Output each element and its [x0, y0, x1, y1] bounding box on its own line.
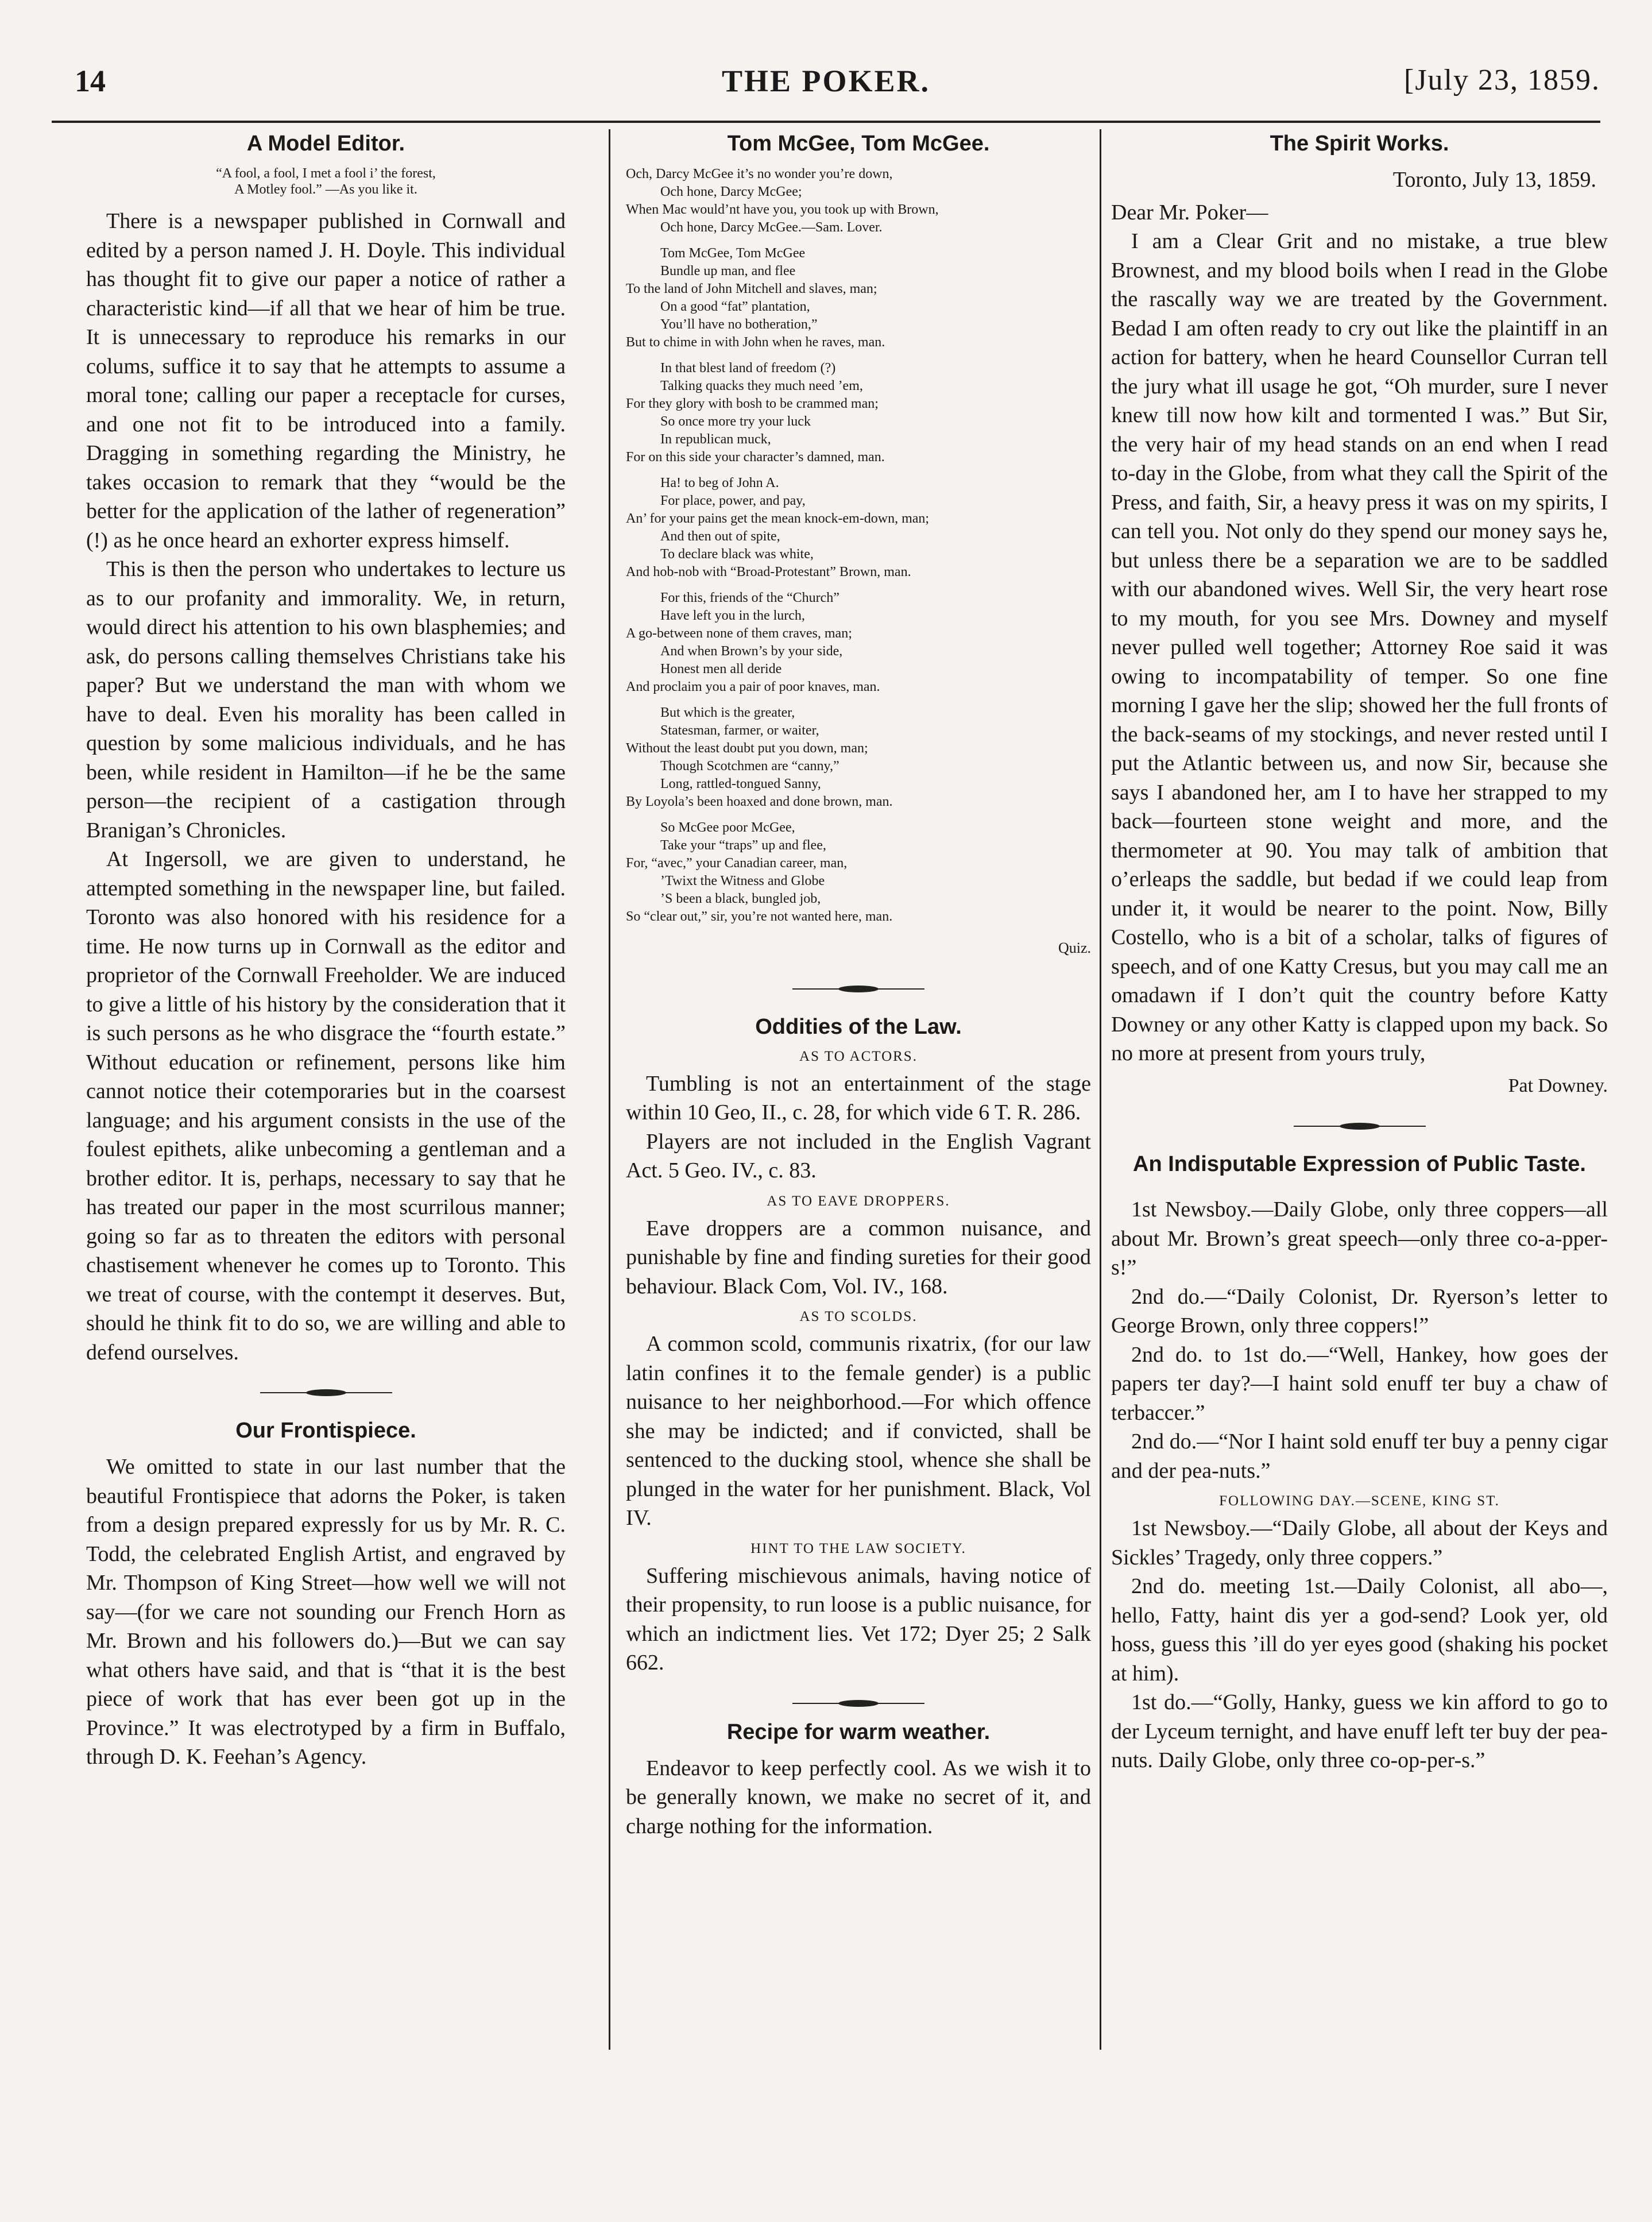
- verse-line: For place, power, and pay,: [660, 493, 806, 508]
- paragraph: Eave droppers are a common nuisance, and punishable by fine and finding sureties for their good behaviour. Black Com, Vol. IV., 168.: [626, 1216, 1091, 1299]
- paragraph: 1st do.—“Golly, Hanky, guess we kin afford to go to der Lyceum ternight, and have enuff left ter buy der pea-nuts. Daily Globe, only three co-op-per-s.”: [1111, 1690, 1608, 1772]
- salutation: Dear Mr. Poker—: [1111, 200, 1268, 225]
- verse-line: For on this side your character’s damned, man.: [626, 450, 885, 465]
- paragraph: Tumbling is not an entertainment of the stage within 10 Geo, II., c. 28, for which vide 6 T. R. 286.: [626, 1071, 1091, 1124]
- verse-line: Och hone, Darcy McGee;: [660, 184, 802, 199]
- verse-line: For they glory with bosh to be crammed man;: [626, 396, 879, 411]
- paragraph: Endeavor to keep perfectly cool. As we wish it to be generally known, we make no secret of it, and charge nothing for the information.: [626, 1756, 1091, 1838]
- paragraph: I am a Clear Grit and no mistake, a true blew Brownest, and my blood boils when I read in the Globe the rascally way we are treated by the Government. Bedad I am often ready to cry out like the plaintiff in an action for battery, when he heard Counsellor Curran tell the jury what ill usage he got, “Oh murder, sure I never knew till now how kilt and tormented I was.” But Sir, the very hair of my head stands on an end when I read to-day in the Globe, from what they call the Spirit of the Press, and faith, Sir, a heavy press it was on my spirits, I can tell you. Not only do they spend our money says he, but unless there be a separation we are to be saddled with our abandoned wives. Well Sir, the very heart rose to my mouth, for you see Mrs. Downey and myself never pulled well together; Attorney Roe said it was owing to incompatability of temper. So one fine morning I gave her the slip; showed her the full fronts of the back-seams of my stockings, and never rested until I put the Atlantic between us, and now Sir, because she says I abandoned her, am I to have her strapped to my back—fourteen stone weight and more, and the thermometer at 90. You may talk of ambition that o’erleaps the saddle, but bedad if we could leap from under it, it would be nearer to the point. Now, Billy Costello, who is a bit of a scholar, talks of figures of speech, and of one Katty Cresus, but you may call me an omadawn if I don’t quit the country before Katty Downey or any other Katty is clapped upon my back. So no more at present from yours truly,: [1111, 229, 1608, 1065]
- verse-line: Though Scotchmen are “canny,”: [660, 759, 839, 774]
- dateline: Toronto, July 13, 1859.: [1392, 168, 1596, 192]
- verse-line: Och hone, Darcy McGee.—Sam. Lover.: [660, 220, 883, 235]
- verse-line: For this, friends of the “Church”: [660, 590, 839, 605]
- stanza: [626, 360, 1091, 466]
- article-headline: Oddities of the Law.: [755, 1014, 962, 1039]
- verse-line: And proclaim you a pair of poor knaves, man.: [626, 679, 880, 694]
- newspaper-title: THE POKER.: [721, 64, 931, 98]
- subheading: FOLLOWING DAY.—SCENE, KING ST.: [1219, 1493, 1500, 1509]
- verse-line: And when Brown’s by your side,: [660, 644, 843, 659]
- paragraph: Suffering mischievous animals, having notice of their propensity, to run loose is a public nuisance, for which an indictment lies. Vet 172; Dyer 25; 2 Salk 662.: [626, 1563, 1091, 1675]
- paragraph: 2nd do.—“Nor I haint sold enuff ter buy a penny cigar and der pea-nuts.”: [1111, 1429, 1608, 1483]
- paragraph: 2nd do. to 1st do.—“Well, Hankey, how goes der papers ter day?—I haint sold enuff ter buy a chaw of terbaccer.”: [1111, 1342, 1608, 1425]
- verse-line: A go-between none of them craves, man;: [626, 626, 852, 641]
- signature: Pat Downey.: [1508, 1075, 1608, 1096]
- column-right: [1111, 129, 1608, 2142]
- article-headline: The Spirit Works.: [1270, 132, 1449, 156]
- paragraph: 2nd do. meeting 1st.—Daily Colonist, all abo—, hello, Fatty, haint dis yer a god-send? Look yer, old hoss, guess this ’ill do yer eyes good (shaking his pocket at him).: [1111, 1574, 1608, 1686]
- verse-intro: [626, 165, 1091, 237]
- epigraph-line: A Motley fool.” —As you like it.: [234, 182, 417, 197]
- verse-line: For, “avec,” your Canadian career, man,: [626, 856, 848, 871]
- paragraph: 2nd do.—“Daily Colonist, Dr. Ryerson’s letter to George Brown, only three coppers!”: [1111, 1284, 1608, 1338]
- paragraph: This is then the person who undertakes to lecture us as to our profanity and immorality. We, in return, would direct his attention to his own blasphemies; and ask, do persons calling themselves Christians take his paper? But we understand the man with whom we have to deal. Even his morality has been called in question by some malicious individuals, and he has been, while resident in Hamilton—if he be the same person—the recipient of a castigation through Branigan’s Chronicles.: [86, 557, 566, 843]
- verse-line: To the land of John Mitchell and slaves, man;: [626, 281, 877, 296]
- paragraph: We omitted to state in our last number that the beautiful Frontispiece that adorns the Poker, is taken from a design prepared expressly for us by Mr. R. C. Todd, the celebrated English Artist, and engraved by Mr. Thompson of King Street—how well we will not say—(for we care not sounding our French Horn as Mr. Brown and his followers do.)—But we can say what others have said, and that is “that it is the best piece of work that has ever been got up in the Province.” It was electrotyped by a firm in Buffalo, through D. K. Feehan’s Agency.: [86, 1455, 566, 1769]
- verse-line: Without the least doubt put you down, man;: [626, 741, 868, 756]
- verse-line: An’ for your pains get the mean knock-em-down, man;: [626, 511, 930, 526]
- article-headline: Tom McGee, Tom McGee.: [727, 132, 990, 156]
- signature: Quiz.: [1058, 940, 1091, 956]
- column-middle: [626, 129, 1091, 2142]
- verse-line: Take your “traps” up and flee,: [660, 838, 826, 853]
- verse-line: To declare black was white,: [660, 547, 814, 562]
- column-rule: [609, 129, 610, 2050]
- verse-line: Honest men all deride: [660, 662, 782, 677]
- paragraph: At Ingersoll, we are given to understand, he attempted something in the newspaper line, but failed. Toronto was also honored with his residence for a time. He now turns up in Cornwall as the editor and proprietor of the Cornwall Freeholder. We are induced to give a little of his history by the consideration that it is such persons as he who disgrace the “fourth estate.” Without education or refinement, persons like him cannot notice their cotemporaries but in the coarsest language; and his argument consists in the use of the foulest epithets, alike unbecoming a gentleman and a brother editor. It is, perhaps, necessary to say that he has treated our paper in the most scurrilous manner; going so far as to threaten the editors with personal chastisement whenever he comes up to Toronto. This we treat of course, with the contempt it deserves. But, should he think fit to do so, we are willing and able to defend ourselves.: [86, 847, 566, 1365]
- epigraph: [86, 165, 566, 198]
- article-headline: Our Frontispiece.: [235, 1419, 416, 1443]
- section-divider: [792, 981, 924, 996]
- paragraph: 1st Newsboy.—“Daily Globe, all about der Keys and Sickles’ Tragedy, only three coppers.”: [1111, 1516, 1608, 1570]
- verse-line: So once more try your luck: [660, 414, 811, 429]
- subheading: AS TO SCOLDS.: [799, 1309, 918, 1324]
- column-left: [86, 129, 566, 2142]
- verse-line: And then out of spite,: [660, 529, 780, 544]
- verse-line: Bundle up man, and flee: [660, 264, 796, 279]
- subheading: AS TO EAVE DROPPERS.: [767, 1193, 950, 1209]
- stanza: [626, 704, 1091, 811]
- paragraph: A common scold, communis rixatrix, (for our law latin confines it to the female gender) is a public nuisance to her neighborhood.—For which offence she may be indicted; and if convicted, shall be sentenced to the ducking stool, whence she shall be plunged in the water for her punishment. Black, Vol IV.: [626, 1332, 1091, 1530]
- epigraph-line: “A fool, a fool, I met a fool i’ the forest,: [216, 166, 436, 181]
- verse-line: When Mac would’nt have you, you took up with Brown,: [626, 202, 939, 217]
- verse-line: Long, rattled-tongued Sanny,: [660, 776, 821, 791]
- verse-line: Tom McGee, Tom McGee: [660, 246, 806, 261]
- page-number: 14: [75, 64, 106, 98]
- paragraph: There is a newspaper published in Cornwall and edited by a person named J. H. Doyle. This individual has thought fit to give our paper a notice of rather a characteristic kind—if all that we hear of him be true. It is unnecessary to reproduce his remarks in our colums, suffice it to say that he attempts to assume a moral tone; calling our paper a receptacle for curses, and one not fit to be introduced into a family. Dragging in something regarding the Ministry, he takes occasion to remark that they “would be the better for the application of the lather of regeneration” (!) as he once heard an exhorter express himself.: [86, 209, 566, 552]
- paragraph: 1st Newsboy.—Daily Globe, only three coppers—all about Mr. Brown’s great speech—only three co-a-pper-s!”: [1111, 1197, 1608, 1280]
- verse-line: But which is the greater,: [660, 705, 795, 720]
- verse-line: In republican muck,: [660, 432, 771, 447]
- column-rule: [1100, 129, 1101, 2050]
- verse-line: Have left you in the lurch,: [660, 608, 805, 623]
- verse-line: Ha! to beg of John A.: [660, 476, 779, 490]
- verse-line: On a good “fat” plantation,: [660, 299, 810, 314]
- subheading: HINT TO THE LAW SOCIETY.: [750, 1540, 966, 1556]
- verse-line: So “clear out,” sir, you’re not wanted here, man.: [626, 909, 893, 924]
- verse-line: Och, Darcy McGee it’s no wonder you’re down,: [626, 167, 893, 181]
- issue-date: [July 23, 1859.: [1404, 64, 1600, 96]
- verse-line: So McGee poor McGee,: [660, 820, 795, 835]
- section-divider: [1294, 1119, 1426, 1134]
- stanza: [626, 474, 1091, 581]
- verse-line: You’ll have no botheration,”: [660, 317, 818, 332]
- verse-line: Statesman, farmer, or waiter,: [660, 723, 819, 738]
- paragraph: Players are not included in the English Vagrant Act. 5 Geo. IV., c. 83.: [626, 1129, 1091, 1183]
- verse-line: By Loyola’s been hoaxed and done brown, man.: [626, 794, 893, 809]
- article-headline: Recipe for warm weather.: [726, 1719, 991, 1744]
- stanza: [626, 589, 1091, 696]
- verse-line: ’S been a black, bungled job,: [660, 891, 821, 906]
- verse-line: ’Twixt the Witness and Globe: [660, 874, 825, 888]
- article-headline: A Model Editor.: [246, 132, 405, 156]
- verse-line: In that blest land of freedom (?): [660, 361, 836, 376]
- subheading: AS TO ACTORS.: [799, 1048, 918, 1064]
- verse-line: And hob-nob with “Broad-Protestant” Brown, man.: [626, 565, 911, 579]
- verse-line: But to chime in with John when he raves, man.: [626, 335, 885, 350]
- stanza: [626, 245, 1091, 351]
- article-headline: An Indisputable Expression of Public Taste.: [1133, 1152, 1586, 1176]
- section-divider: [792, 1696, 924, 1711]
- verse-line: Talking quacks they much need ’em,: [660, 378, 863, 393]
- stanza: [626, 819, 1091, 926]
- section-divider: [260, 1385, 392, 1400]
- masthead: [52, 57, 1600, 123]
